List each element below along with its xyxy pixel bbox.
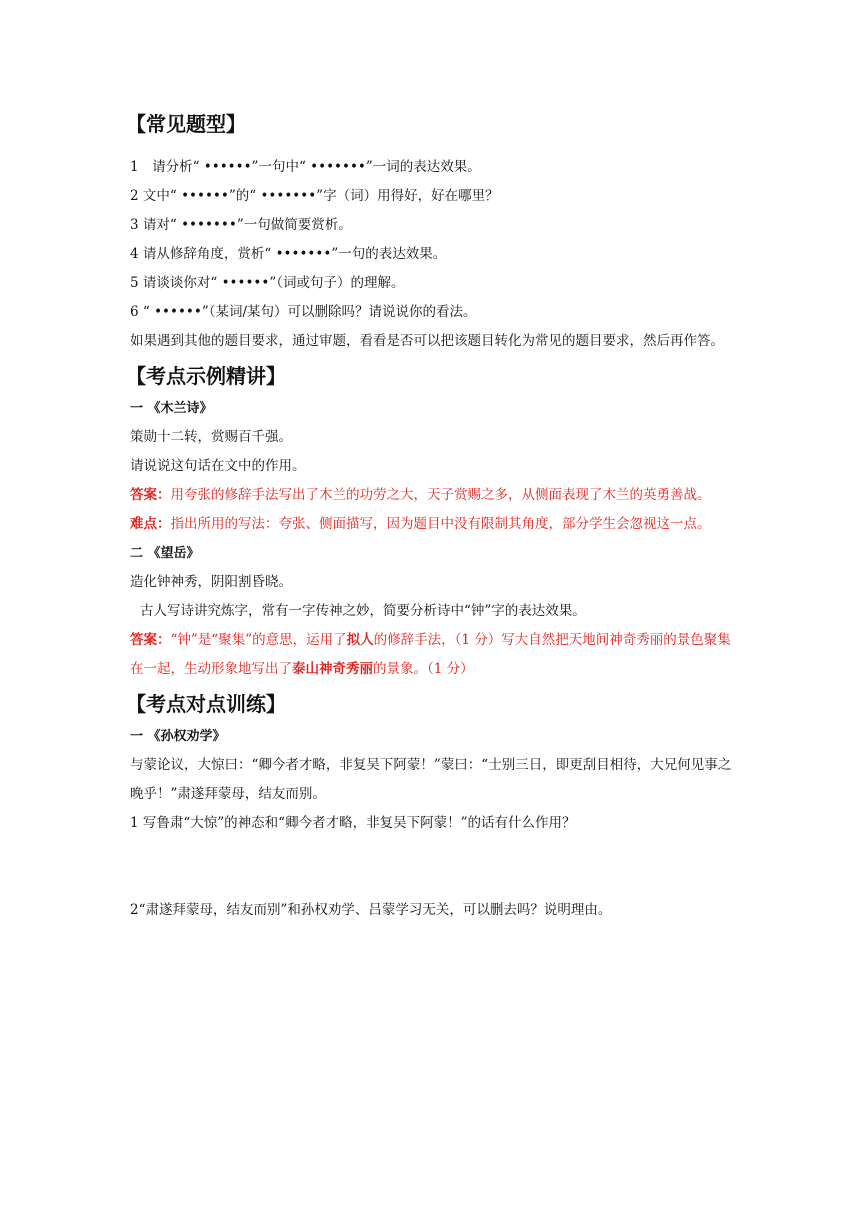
example-1-title: 一 《木兰诗》	[130, 401, 213, 416]
heading-targeted-practice: 【考点对点训练】	[126, 692, 286, 716]
question-type-2: 2 文中“ ••••••”的“ •••••••”字（词）用得好，好在哪里？	[130, 188, 499, 204]
example-2-title: 二 《望岳》	[130, 546, 200, 561]
example-2-question: 古人写诗讲究炼字，常有一字传神之妙，简要分析诗中“钟”字的表达效果。	[140, 603, 586, 619]
answer-keyword-personification: 拟人	[346, 632, 374, 648]
answer-text-part-3: 的景象。（1 分）	[373, 661, 474, 677]
example-1-answer	[130, 481, 742, 510]
practice-1-text: 与蒙论议，大惊曰：“卿今者才略，非复吴下阿蒙！”蒙曰：“士别三日，即更刮目相待，大兄何见事之晚乎！”肃遂拜蒙母，结友而别。	[130, 757, 732, 802]
heading-example-explanation: 【考点示例精讲】	[126, 364, 286, 388]
question-type-6: 6 “ ••••••”（某词/某句）可以删除吗？请说说你的看法。	[130, 304, 477, 320]
practice-1-title: 一 《孙权劝学》	[130, 729, 226, 744]
question-type-3: 3 请对“ •••••••”一句做简要赏析。	[130, 217, 352, 233]
question-type-5: 5 请谈谈你对“ ••••••”（词或句子）的理解。	[130, 275, 405, 291]
answer-label: 答案：	[130, 487, 171, 503]
question-type-1: 1 请分析“ ••••••”一句中“ •••••••”一词的表达效果。	[130, 159, 481, 175]
practice-1-question-2: 2“肃遂拜蒙母，结友而别”和孙权劝学、吕蒙学习无关，可以删去吗？说明理由。	[130, 902, 612, 918]
example-1-difficulty	[130, 510, 742, 539]
heading-common-question-types: 【常见题型】	[126, 112, 246, 136]
answer-text-part-1: “钟”是“聚集”的意思，运用了	[170, 632, 347, 648]
answer-text-part-2: 的修辞手法，（1 分）写大自然把天地间神奇秀丽的景色聚集在一起，生动形象地写出了	[130, 632, 731, 677]
document-content	[126, 108, 742, 925]
answer-label: 答案：	[130, 632, 171, 648]
difficulty-text: 指出所用的写法：夸张、侧面描写，因为题目中没有限制其角度，部分学生会忽视这一点。	[170, 516, 711, 532]
example-1-poem-line: 策勋十二转，赏赐百千强。	[130, 429, 292, 445]
answer-text: 用夸张的修辞手法写出了木兰的功劳之大，天子赏赐之多，从侧面表现了木兰的英勇善战。	[170, 487, 711, 503]
example-2-answer	[130, 626, 742, 684]
note-paragraph: 如果遇到其他的题目要求，通过审题，看看是否可以把该题目转化为常见的题目要求，然后再作答。	[130, 333, 724, 349]
question-type-4: 4 请从修辞角度，赏析“ •••••••”一句的表达效果。	[130, 246, 447, 262]
difficulty-label: 难点：	[130, 516, 171, 532]
example-2-poem-line: 造化钟神秀，阴阳割昏晓。	[130, 574, 292, 590]
answer-keyword-taishan: 泰山神奇秀丽	[292, 661, 373, 677]
example-1-question: 请说说这句话在文中的作用。	[130, 458, 306, 474]
practice-1-question-1: 1 写鲁肃“大惊”的神态和“卿今者才略，非复吴下阿蒙！”的话有什么作用？	[130, 815, 576, 831]
